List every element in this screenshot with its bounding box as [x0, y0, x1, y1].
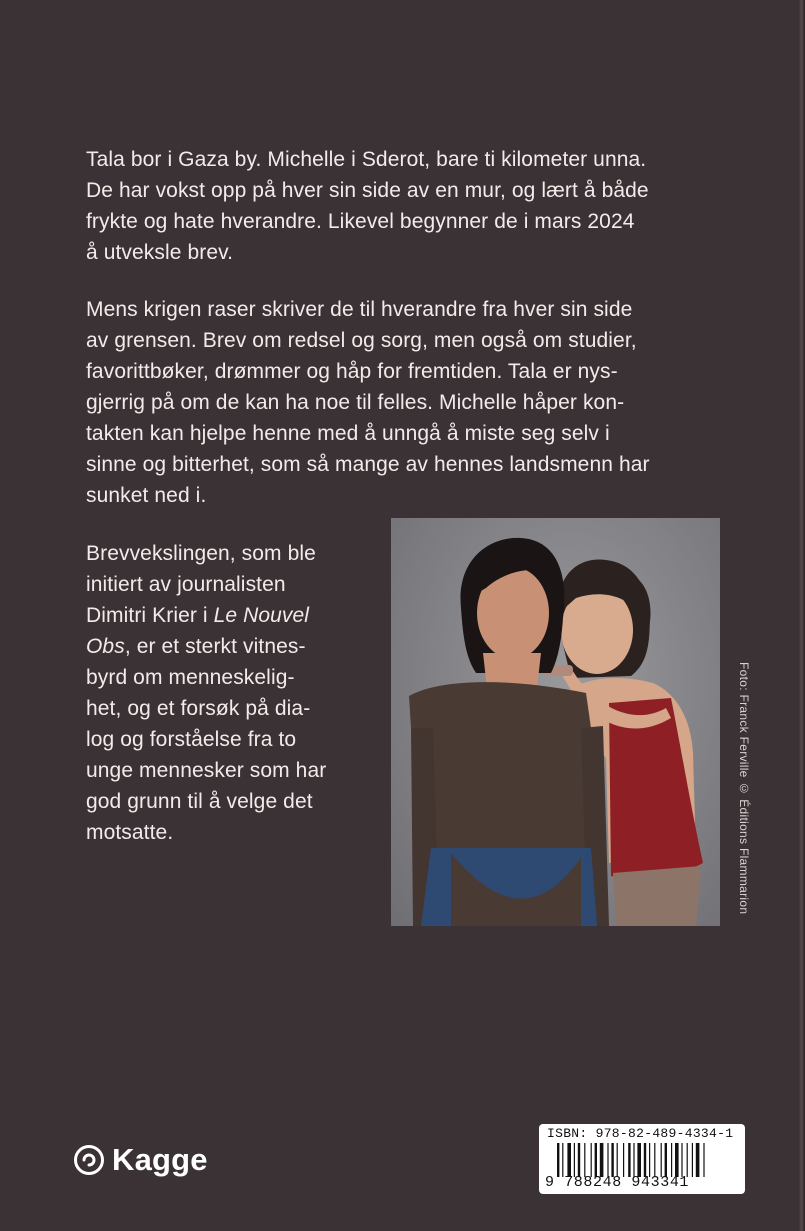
- barcode-stripe: [567, 1143, 571, 1177]
- blurb-paragraph-3: [86, 538, 376, 848]
- barcode-stripe: [692, 1143, 693, 1177]
- ean-number: 9 788248 943341: [545, 1174, 690, 1191]
- publication-name: Le Nouvel: [213, 604, 310, 627]
- barcode-stripe: [671, 1143, 672, 1177]
- blurb-text-end: , er et sterkt vitnes- byrd om menneskelig- het, og et forsøk på dia- log og forståelse fra to unge mennesker som har god grunn til å velge det motsatte.: [86, 635, 327, 844]
- barcode-stripe: [644, 1143, 646, 1177]
- isbn-label: ISBN: 978-82-489-4334-1: [547, 1126, 734, 1141]
- publication-name-end: Obs: [86, 635, 125, 658]
- barcode-stripe: [633, 1143, 634, 1177]
- blurb-paragraph-2: Mens krigen raser skriver de til hverandre fra hver sin side av grensen. Brev om redsel og sorg, men også om studier, favorittbøker, drømmer og håp for fremtiden. Tala er nys- gjerrig på om de kan ha noe til felles. Michelle håper kon- takten kan hjelpe henne med å unngå å miste seg selv i sinne og bitterhet, som så mange av hennes landsmenn har sunket ned i.: [86, 298, 650, 507]
- isbn-barcode: [539, 1124, 745, 1194]
- photo-illustration: [391, 518, 720, 926]
- barcode-stripe: [687, 1143, 688, 1177]
- barcode-stripe: [628, 1143, 630, 1177]
- publisher-logo: [74, 1140, 208, 1180]
- barcode-stripe: [637, 1143, 641, 1177]
- author-photo: [391, 518, 720, 926]
- spiral-logo-icon: [74, 1145, 104, 1175]
- barcode-stripe: [681, 1143, 682, 1177]
- barcode-stripe: [600, 1143, 604, 1177]
- blurb-paragraph-1: Tala bor i Gaza by. Michelle i Sderot, bare ti kilometer unna. De har vokst opp på hver sin side av en mur, og lært å både frykte og hate hverandre. Likevel begynner de i mars 2024 å utveksle brev.: [86, 148, 649, 264]
- barcode-stripe: [574, 1143, 575, 1177]
- barcode-stripe: [649, 1143, 650, 1177]
- barcode-stripe: [696, 1143, 700, 1177]
- publisher-name: Kagge: [112, 1142, 208, 1177]
- photo-credit: Foto: Franck Ferville © Éditions Flammarion: [737, 662, 751, 915]
- barcode-stripe: [557, 1143, 559, 1177]
- barcode-bars: [557, 1143, 737, 1177]
- barcode-stripe: [611, 1143, 613, 1177]
- barcode-stripe: [665, 1143, 667, 1177]
- barcode-stripe: [703, 1143, 704, 1177]
- blurb-text: Brevvekslingen, som ble initiert av journalisten Dimitri Krier i: [86, 542, 316, 627]
- barcode-stripe: [562, 1143, 563, 1177]
- barcode-stripe: [607, 1143, 608, 1177]
- barcode-stripe: [654, 1143, 655, 1177]
- barcode-stripe: [591, 1143, 592, 1177]
- barcode-stripe: [617, 1143, 618, 1177]
- barcode-stripe: [578, 1143, 580, 1177]
- barcode-stripe: [661, 1143, 662, 1177]
- barcode-stripe: [623, 1143, 624, 1177]
- spine-edge: [799, 0, 805, 1231]
- barcode-stripe: [675, 1143, 679, 1177]
- barcode-stripe: [584, 1143, 585, 1177]
- barcode-stripe: [595, 1143, 597, 1177]
